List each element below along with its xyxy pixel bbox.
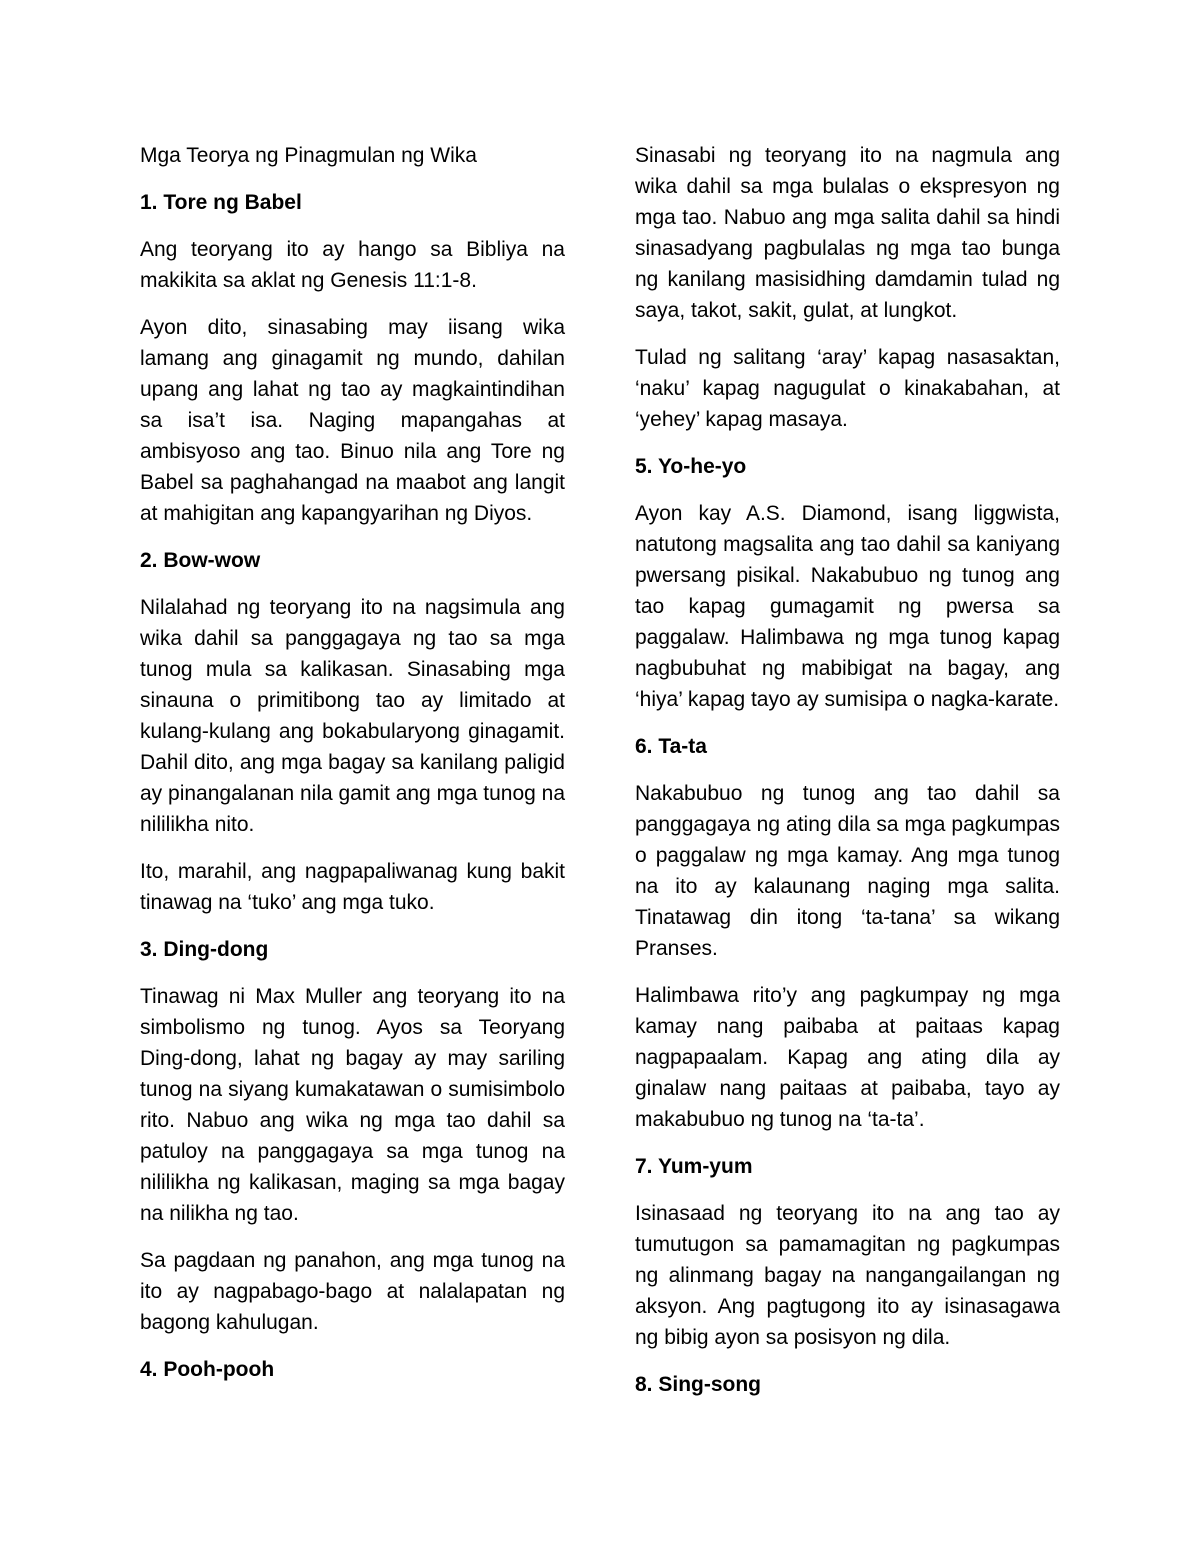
section-heading-yo-he-yo: 5. Yo-he-yo <box>635 455 747 478</box>
paragraph: Ayon kay A.S. Diamond, isang liggwista, natutong magsalita ang tao dahil sa kaniyang pwersang pisikal. Nakabubuo ng tunog ang tao kapag gumagamit ng pwersa sa paggalaw. Halimbawa ng mga tunog kapag nagbubuhat ng mabibigat na bagay, ang ‘hiya’ kapag tayo ay sumisipa o nagka-karate. <box>635 502 1060 711</box>
paragraph: Nilalahad ng teoryang ito na nagsimula ang wika dahil sa panggagaya ng tao sa mga tunog mula sa kalikasan. Sinasabing mga sinauna o primitibong tao ay limitado at kulang-kulang ang bokabularyong ginagamit. Dahil dito, ang mga bagay sa kanilang paligid ay pinangalanan nila gamit ang mga tunog na nililikha nito. <box>140 596 565 836</box>
paragraph: Tinawag ni Max Muller ang teoryang ito na simbolismo ng tunog. Ayos sa Teoryang Ding-dong, lahat ng bagay ay may sariling tunog na siyang kumakatawan o sumisimbolo rito. Nabuo ang wika ng mga tao dahil sa patuloy na panggagaya sa mga tunog na nililikha ng kalikasan, maging sa mga bagay na nilikha ng tao. <box>140 985 565 1225</box>
right-column <box>635 140 1060 1416</box>
paragraph: Nakabubuo ng tunog ang tao dahil sa panggagaya ng ating dila sa mga pagkumpas o paggalaw ng mga kamay. Ang mga tunog na ito ay kalaunang naging mga salita. Tinatawag din itong ‘ta-tana’ sa wikang Pranses. <box>635 782 1060 960</box>
paragraph: Ayon dito, sinasabing may iisang wika lamang ang ginagamit ng mundo, dahilan upang ang lahat ng tao ay magkaintindihan sa isa’t isa. Naging mapangahas at ambisyoso ang tao. Binuo nila ang Tore ng Babel sa paghahangad na maabot ang langit at mahigitan ang kapangyarihan ng Diyos. <box>140 316 565 525</box>
section-heading-bow-wow: 2. Bow-wow <box>140 549 261 572</box>
paragraph: Halimbawa rito’y ang pagkumpay ng mga kamay nang paibaba at paitaas kapag nagpapaalam. Kapag ang ating dila ay ginalaw nang paitaas at paibaba, tayo ay makabubuo ng tunog na ‘ta-ta’. <box>635 984 1060 1131</box>
section-heading-ta-ta: 6. Ta-ta <box>635 735 707 758</box>
section-heading-tore-ng-babel: 1. Tore ng Babel <box>140 191 302 214</box>
left-column <box>140 140 565 1401</box>
paragraph: Sa pagdaan ng panahon, ang mga tunog na ito ay nagpabago-bago at nalalapatan ng bagong kahulugan. <box>140 1249 565 1334</box>
document-title: Mga Teorya ng Pinagmulan ng Wika <box>140 144 477 167</box>
paragraph: Ang teoryang ito ay hango sa Bibliya na makikita sa aklat ng Genesis 11:1-8. <box>140 238 565 292</box>
paragraph: Ito, marahil, ang nagpapaliwanag kung bakit tinawag na ‘tuko’ ang mga tuko. <box>140 860 565 914</box>
section-heading-sing-song: 8. Sing-song <box>635 1373 761 1396</box>
paragraph: Sinasabi ng teoryang ito na nagmula ang wika dahil sa mga bulalas o ekspresyon ng mga tao. Nabuo ang mga salita dahil sa hindi sinasadyang pagbulalas ng mga tao bunga ng kanilang masisidhing damdamin tulad ng saya, takot, sakit, gulat, at lungkot. <box>635 144 1060 322</box>
paragraph: Tulad ng salitang ‘aray’ kapag nasasaktan, ‘naku’ kapag nagugulat o kinakabahan, at ‘yehey’ kapag masaya. <box>635 346 1060 431</box>
section-heading-ding-dong: 3. Ding-dong <box>140 938 269 961</box>
paragraph: Isinasaad ng teoryang ito na ang tao ay tumutugon sa pamamagitan ng pagkumpas ng alinmang bagay na nangangailangan ng aksyon. Ang pagtugong ito ay isinasagawa ng bibig ayon sa posisyon ng dila. <box>635 1202 1060 1349</box>
section-heading-yum-yum: 7. Yum-yum <box>635 1155 753 1178</box>
section-heading-pooh-pooh: 4. Pooh-pooh <box>140 1358 275 1381</box>
